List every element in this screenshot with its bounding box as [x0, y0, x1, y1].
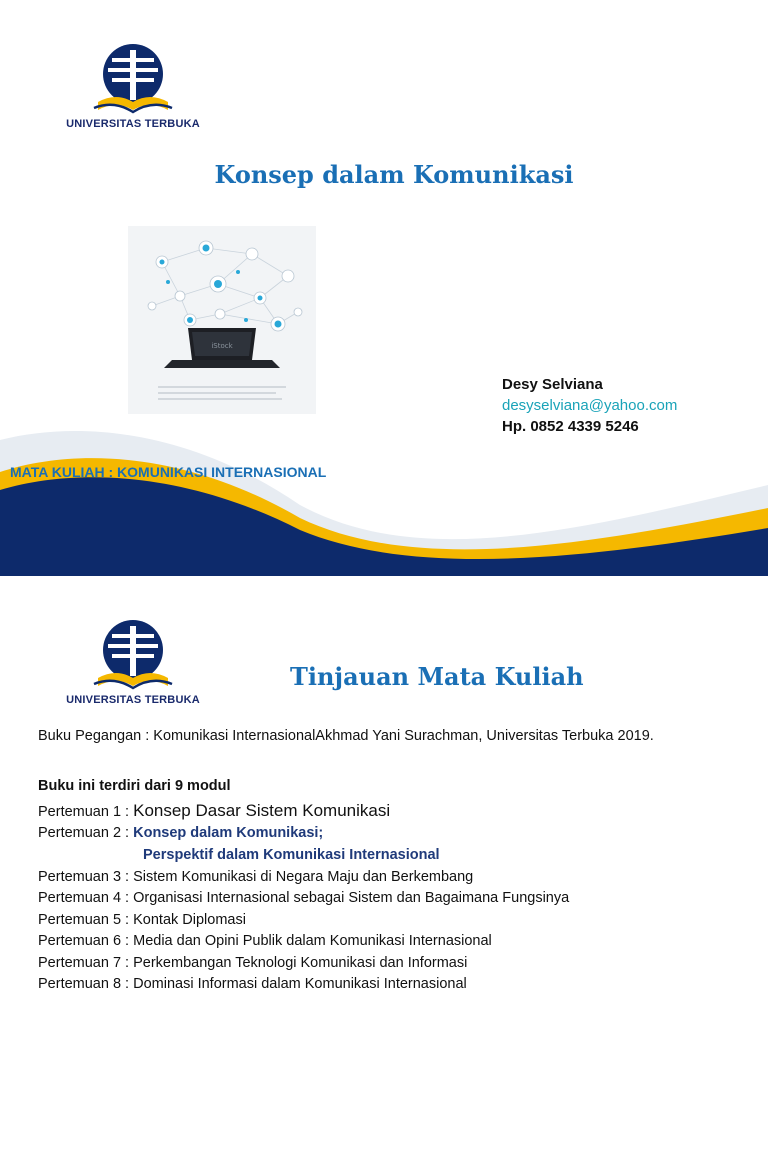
author-phone: Hp. 0852 4339 5246	[502, 418, 639, 435]
meeting-label: Pertemuan 4 :	[38, 890, 130, 906]
logo-text: UNIVERSITAS TERBUKA	[66, 694, 200, 706]
list-item	[143, 847, 440, 863]
ut-emblem-icon	[58, 40, 208, 120]
meeting-label: Pertemuan 6 :	[38, 933, 130, 949]
meeting-topic: Konsep dalam Komunikasi;	[133, 825, 324, 841]
list-item	[38, 912, 246, 928]
meeting-label: Pertemuan 7 :	[38, 955, 130, 971]
list-item	[38, 869, 473, 885]
ut-logo	[58, 40, 208, 135]
ut-emblem-icon	[58, 616, 208, 696]
meeting-topic: Organisasi Internasional sebagai Sistem dan Bagaimana Fungsinya	[133, 890, 570, 906]
network-laptop-image	[128, 226, 316, 414]
meeting-topic: Konsep Dasar Sistem Komunikasi	[133, 801, 391, 820]
meeting-topic: Media dan Opini Publik dalam Komunikasi Internasional	[133, 933, 492, 949]
list-item	[38, 890, 569, 906]
meeting-label: Pertemuan 5 :	[38, 912, 130, 928]
course-label: MATA KULIAH : KOMUNIKASI INTERNASIONAL	[10, 464, 327, 480]
slide-title	[0, 0, 768, 576]
author-name: Desy Selviana	[502, 376, 603, 393]
meeting-topic: Perkembangan Teknologi Komunikasi dan Informasi	[133, 955, 468, 971]
meeting-label: Pertemuan 3 :	[38, 869, 130, 885]
list-item	[38, 976, 467, 992]
meeting-topic: Kontak Diplomasi	[133, 912, 246, 928]
slide-title-text: Tinjauan Mata Kuliah	[290, 662, 584, 691]
meeting-topic: Perspektif dalam Komunikasi Internasional	[143, 847, 440, 863]
list-item	[38, 933, 492, 949]
slide-separator	[0, 576, 768, 590]
list-item	[38, 825, 323, 841]
logo-text: UNIVERSITAS TERBUKA	[66, 118, 200, 130]
meeting-topic: Sistem Komunikasi di Negara Maju dan Berkembang	[133, 869, 474, 885]
slide-title-text: Konsep dalam Komunikasi	[214, 160, 574, 189]
slide-overview	[0, 590, 768, 1166]
author-email-link[interactable]: desyselviana@yahoo.com	[502, 397, 678, 414]
decorative-waves	[0, 410, 768, 576]
meeting-label: Pertemuan 1 :	[38, 804, 130, 820]
list-item	[38, 801, 390, 821]
meeting-label: Pertemuan 8 :	[38, 976, 130, 992]
meeting-topic: Dominasi Informasi dalam Komunikasi Internasional	[133, 976, 467, 992]
modules-intro: Buku ini terdiri dari 9 modul	[38, 778, 231, 794]
list-item	[38, 955, 467, 971]
image-watermark: iStock	[211, 342, 233, 350]
textbook-reference: Buku Pegangan : Komunikasi InternasionalAkhmad Yani Surachman, Universitas Terbuka 2019.	[38, 728, 654, 744]
ut-logo	[58, 616, 208, 711]
meeting-label: Pertemuan 2 :	[38, 825, 130, 841]
